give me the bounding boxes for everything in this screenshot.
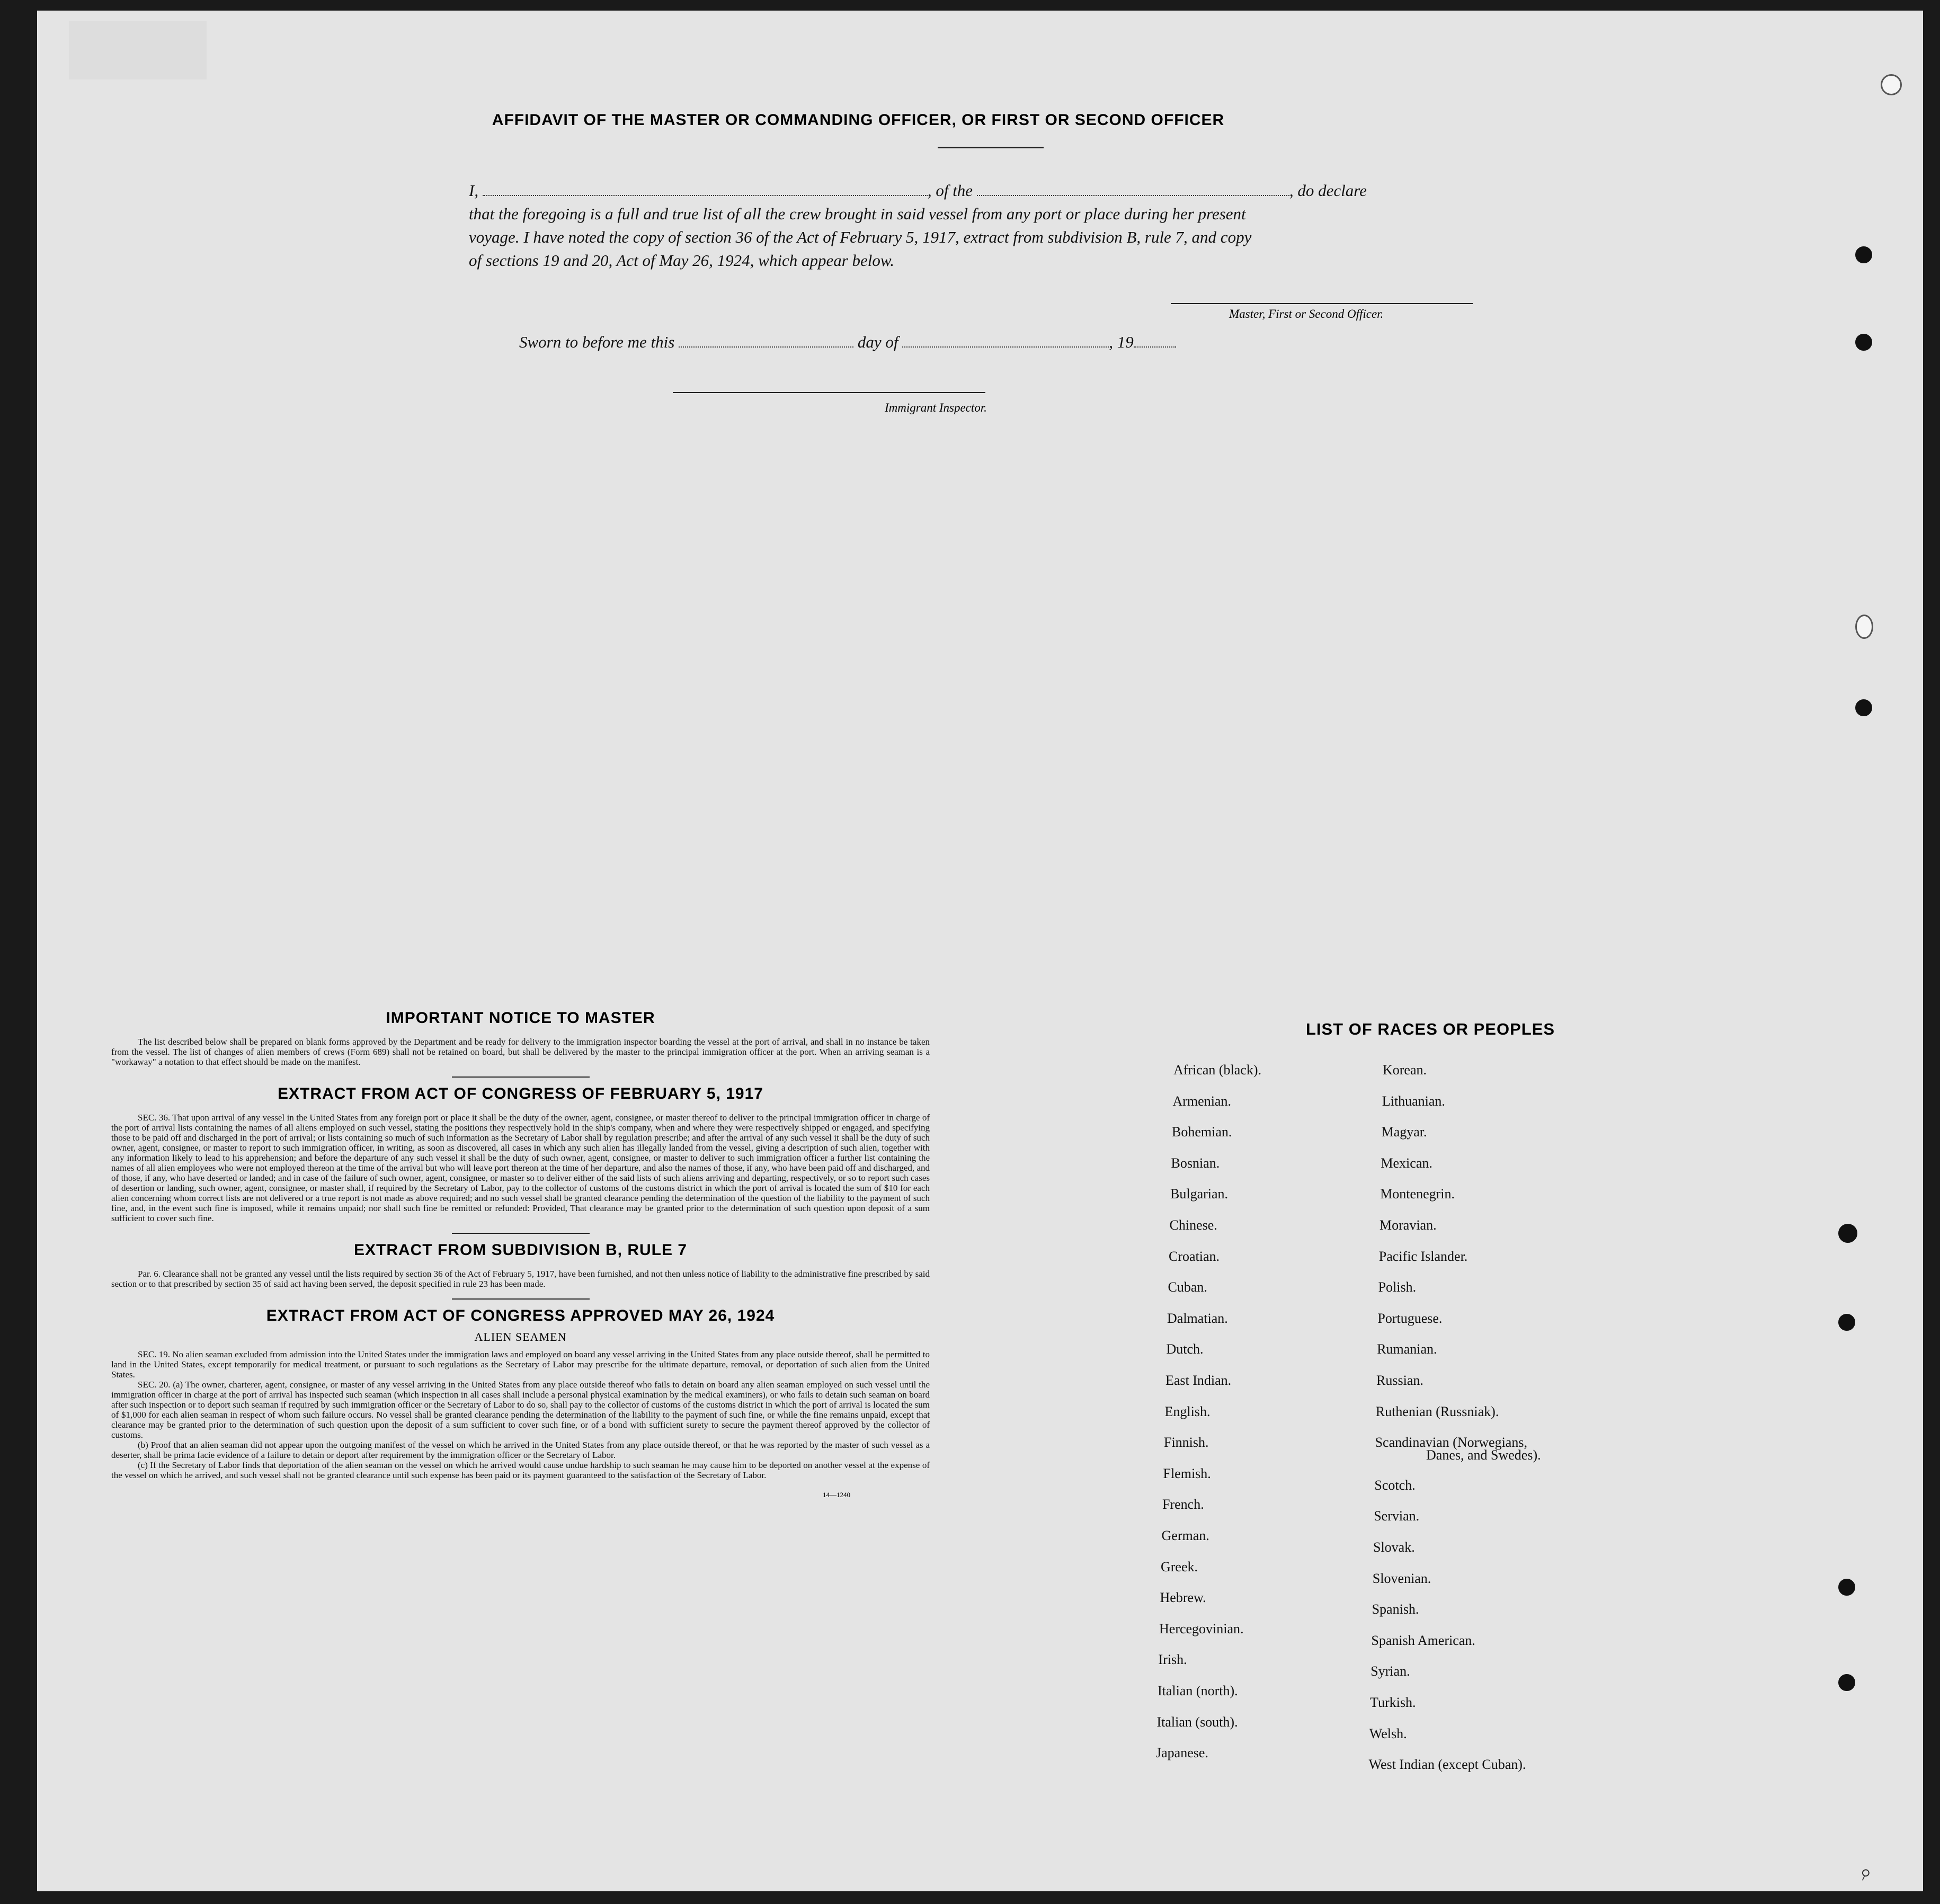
race-item: Pacific Islander. [1378,1248,1468,1264]
punch-hole [1838,1314,1855,1331]
handwritten-mark: ⌕ [1855,1858,1875,1885]
race-item: Finnish. [1164,1435,1209,1451]
race-item: Lithuanian. [1382,1093,1445,1109]
punch-hole [1855,699,1872,716]
race-item: Irish. [1158,1652,1187,1668]
race-item: French. [1162,1497,1204,1512]
sec-20b-body: (b) Proof that an alien seaman did not appear upon the outgoing manifest of the vessel on which he arrived in the United States from any place outside thereof, or that he was reported by the master of such vessel as a deserter, shall be prima facie evidence of a failure to detain or deport after requirement by the immigration officer or the Secretary of Labor. [111,1440,930,1460]
races-title: LIST OF RACES OR PEOPLES [1305,1020,1555,1038]
sec-19-body: SEC. 19. No alien seaman excluded from admission into the United States under the immigration laws and employed on board any vessel arriving in the United States from any place outside thereof, shall be permitted to land in the United States, except temporarily for medical treatment, or pursuant to such regulations as the Secretary of Labor may prescribe for the ultimate departure, removal, or deportation of such alien from the United States. [111,1349,930,1380]
race-item: Polish. [1378,1279,1417,1295]
punch-hole [1855,334,1872,351]
extract-1924-subtitle: ALIEN SEAMEN [474,1330,567,1344]
sec-20c-body: (c) If the Secretary of Labor finds that deportation of the alien seaman on the vessel on which he arrived would cause undue hardship to such seaman he may cause him to be deported on another vessel at the expense of the vessel on which he arrived, and such vessel shall not be granted clearance until such expense has been paid or its payment guaranteed to the satisfaction of the Secretary of Labor. [111,1460,930,1480]
punch-hole [1838,1674,1855,1691]
race-item: Spanish American. [1371,1632,1475,1648]
race-item: Servian. [1374,1508,1420,1524]
race-item: Korean. [1383,1062,1427,1078]
affidavit-body [469,179,1555,272]
master-signature-line [1171,303,1473,304]
race-item: German. [1161,1528,1209,1543]
race-item: African (black). [1173,1062,1262,1078]
year-blank [1134,332,1176,348]
race-item: Dutch. [1166,1341,1204,1357]
do-declare-label: , do declare [1289,181,1367,200]
affidavit-line-4: of sections 19 and 20, Act of May 26, 1924, which appear below. [469,251,895,270]
year-label: , 19 [1109,333,1134,351]
notice-title: IMPORTANT NOTICE TO MASTER [386,1009,655,1027]
race-item: Scandinavian (Norwegians, [1375,1435,1527,1451]
extract-1917-title: EXTRACT FROM ACT OF CONGRESS OF FEBRUARY 5, 1917 [278,1085,763,1102]
race-item: Bohemian. [1172,1124,1232,1140]
race-item: English. [1164,1403,1211,1419]
document-sheet [37,11,1923,1891]
divider [452,1233,590,1234]
race-item: Croatian. [1169,1248,1220,1264]
inspector-signature-line [673,392,985,393]
race-item: Montenegrin. [1380,1186,1455,1202]
race-item: Rumanian. [1377,1341,1437,1357]
punch-hole [1838,1579,1855,1596]
affidavit-title: AFFIDAVIT OF THE MASTER OR COMMANDING OFFICER, OR FIRST OR SECOND OFFICER [492,111,1225,129]
sworn-line [519,331,1176,354]
title-divider [938,147,1044,148]
race-item: Hercegovinian. [1159,1621,1244,1636]
race-item: Japanese. [1156,1745,1208,1761]
of-the-label: , of the [927,181,973,200]
inspector-signature-label: Immigrant Inspector. [885,401,987,414]
race-item: Slovenian. [1372,1570,1431,1586]
punch-hole [1838,1224,1857,1243]
bleed-through-stamp [69,21,207,79]
race-item: Spanish. [1372,1602,1419,1617]
race-item: Greek. [1161,1559,1198,1574]
punch-hole [1855,615,1873,639]
race-item: Dalmatian. [1167,1310,1228,1326]
race-item: Bosnian. [1171,1155,1220,1171]
divider [452,1298,590,1300]
race-item: Italian (south). [1156,1714,1238,1730]
race-item: Armenian. [1172,1093,1231,1109]
divider [452,1076,590,1078]
rule-7-title: EXTRACT FROM SUBDIVISION B, RULE 7 [353,1241,688,1259]
i-label: I, [469,181,479,200]
race-item: Scotch. [1374,1477,1416,1493]
race-item: Russian. [1376,1373,1423,1388]
form-number: 14—1240 [823,1491,850,1499]
race-item: Flemish. [1163,1465,1211,1481]
race-item: Slovak. [1373,1540,1415,1555]
day-of-label: day of [857,333,898,351]
punch-hole [1881,74,1902,95]
sworn-label: Sworn to before me this [519,333,675,351]
sec-20a-body: SEC. 20. (a) The owner, charterer, agent, consignee, or master of any vessel arriving in the United States from any place outside thereof who fails to detain on board any alien seaman employed on such vessel until the immigration officer in charge at the port of arrival has inspected such seaman (which inspection in all cases shall include a personal physical examination by the medical examiners), or who fails to detain such seaman on board after such inspection or to deport such seaman if required by such immigration officer or the Secretary of Labor to do so, shall pay to the collector of customs of the customs district in which the port of arrival is located the sum of $1,000 for each alien seaman in respect of whom such failure occurs. No vessel shall be granted clearance pending the determination of the liability to the payment of such fine, or while the fine remains unpaid, except that clearance may be granted prior to the determination of such question upon the deposit of a sum sufficient to cover such fine, or of a bond with sufficient surety to secure the payment thereof approved by the collector of customs. [111,1380,930,1440]
rule-7-body: Par. 6. Clearance shall not be granted any vessel until the lists required by section 36 of the Act of February 5, 1917, have been furnished, and not then unless notice of liability to the administrative fine prescribed by said section or to that prescribed by section 35 of said act having been served, the deposit specified in rule 23 has been made. [111,1269,930,1289]
affidavit-line-3: voyage. I have noted the copy of section 36 of the Act of February 5, 1917, extract from subdivision B, rule 7, and copy [469,228,1252,246]
notice-body: The list described below shall be prepared on blank forms approved by the Department and be ready for delivery to the immigration inspector boarding the vessel at the port of arrival, and shall in no instance be taken from the vessel. The list of changes of alien members of crews (Form 689) shall not be retained on board, but shall be delivered by the master to the principal immigration officer at the port. When an arriving seaman is a "workaway" a notation to that effect should be made on the manifest. [111,1037,930,1067]
name-blank [483,180,928,196]
day-blank [679,332,853,348]
race-item: Cuban. [1168,1279,1207,1295]
race-item-continuation: Danes, and Swedes). [1426,1447,1541,1463]
extract-1924-title: EXTRACT FROM ACT OF CONGRESS APPROVED MAY 26, 1924 [266,1307,775,1324]
master-signature-label: Master, First or Second Officer. [1229,307,1384,321]
vessel-blank [977,180,1289,196]
race-item: Mexican. [1381,1155,1432,1171]
race-item: Bulgarian. [1170,1186,1229,1202]
race-item: Magyar. [1381,1124,1427,1140]
extract-1917-body: SEC. 36. That upon arrival of any vessel in the United States from any foreign port or place it shall be the duty of the owner, agent, consignee, or master thereof to deliver to the principal immigration officer in charge of the port of arrival lists containing the names of all aliens employed on such vessel, stating the positions they respectively hold in the ship's company, when and where they were respectively shipped or engaged, and specifying those to be paid off and discharged in the port of arrival; or lists containing so much of such information as the Secretary of Labor shall by regulation prescribe; and after the arrival of any such vessel it shall be the duty of such owner, agent, consignee, or master to report to such immigration officer, in writing, as soon as discovered, all cases in which any such alien has illegally landed from the vessel, giving a description of such alien, together with any information likely to lead to his apprehension; and before the departure of any such vessel it shall be the duty of such owner, agent, consignee, or master to deliver to such immigration officer a further list containing the names of all alien employees who were not employed thereon at the time of the arrival but who will leave port thereon at the time of her departure, and also the names of those, if any, who have been paid off and discharged, and of those, if any, who have deserted or landed; and in case of the failure of such owner, agent, consignee, or master so to deliver either of the said lists of such aliens arriving and departing, respectively, or so to report such cases of desertion or landing, such owner, agent, consignee, or master shall, if required by the Secretary of Labor, pay to the collector of customs of the customs district in which the port of arrival is located the sum of $10 for each alien concerning whom correct lists are not delivered or a true report is not made as above required; and no such vessel shall be granted clearance pending the determination of the question of the liability to the payment of such fine, and, in the event such fine is imposed, while it remains unpaid; nor shall such fine be remitted or refunded: Provided, That clearance may be granted prior to the determination of such question upon deposit of a sum sufficient to cover such fine. [111,1113,930,1223]
month-blank [902,332,1109,348]
race-item: Portuguese. [1377,1310,1443,1326]
punch-hole [1855,246,1872,263]
race-item: Ruthenian (Russniak). [1375,1403,1499,1419]
race-item: Italian (north). [1158,1683,1238,1698]
race-item: West Indian (except Cuban). [1368,1757,1526,1773]
race-item: Moravian. [1380,1217,1437,1233]
race-item: Welsh. [1369,1725,1407,1741]
race-item: Syrian. [1371,1663,1410,1679]
race-item: Turkish. [1370,1695,1416,1710]
notices-column [111,1009,930,1499]
race-item: Hebrew. [1160,1590,1206,1606]
affidavit-line-2: that the foregoing is a full and true list of all the crew brought in said vessel from any port or place during her present [469,204,1246,223]
race-item: Chinese. [1169,1217,1217,1233]
race-item: East Indian. [1165,1373,1232,1388]
